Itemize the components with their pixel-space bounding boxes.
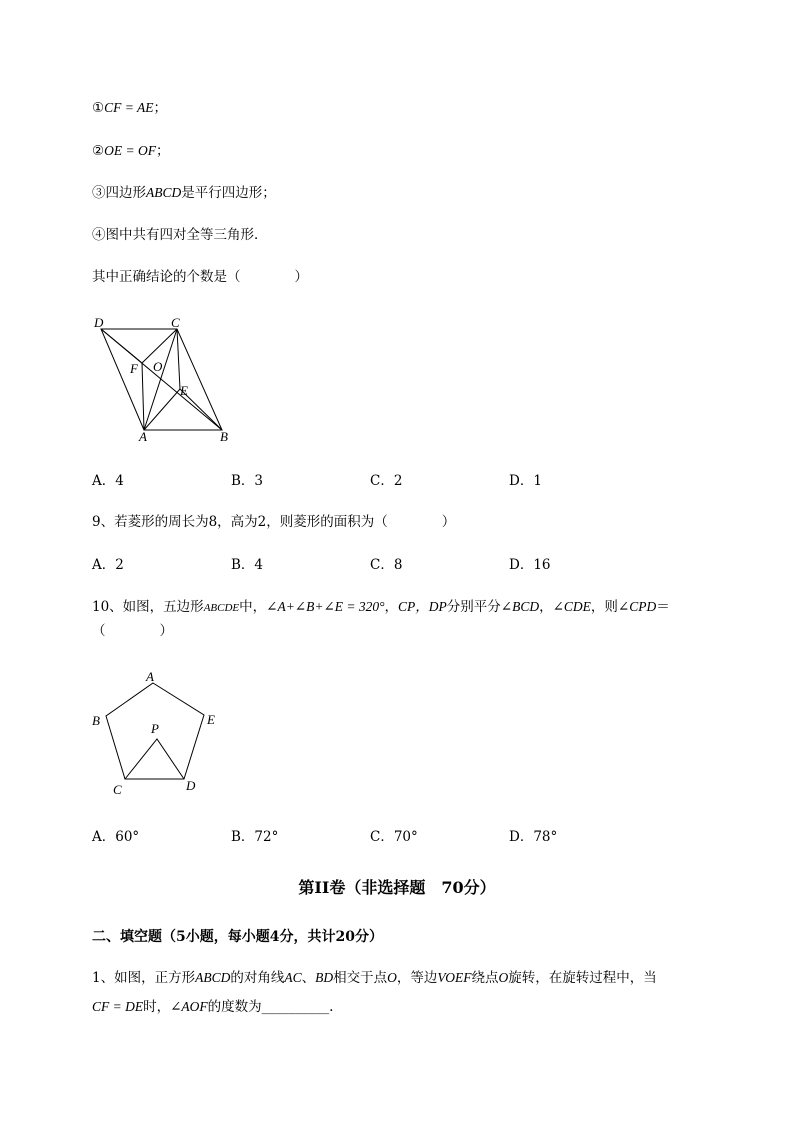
q8-option-d[interactable]: D．1 [509, 473, 542, 489]
fill-question-1-line1: 1、如图，正方形ABCD的对角线AC、BD相交于点O，等边VOEF绕点O旋转，在旋转过程中，当 [92, 970, 657, 986]
label-C: C [113, 782, 122, 797]
question-8-ask: 其中正确结论的个数是（ ） [92, 269, 308, 285]
label-D: D [94, 315, 104, 330]
statement-4: ④图中共有四对全等三角形． [92, 227, 268, 243]
segment-AF [142, 363, 144, 430]
fill-question-1-line2: CF = DE时，∠AOF的度数为__________. [92, 999, 334, 1015]
q10-option-b[interactable]: B．72° [231, 829, 279, 845]
label-B: B [92, 713, 100, 728]
statement-2: ②OE = OF； [92, 143, 170, 159]
label-D: D [186, 778, 196, 793]
question-9: 9、若菱形的周长为8，高为2，则菱形的面积为（ ） [92, 514, 456, 530]
q9-option-b[interactable]: B．4 [231, 557, 264, 573]
parallelogram-figure [85, 310, 250, 450]
q10-option-c[interactable]: C．70° [370, 829, 418, 845]
q8-option-b[interactable]: B．3 [231, 473, 264, 489]
label-F: F [130, 361, 138, 376]
question-10-line2: （ ） [92, 623, 173, 639]
label-O: O [153, 359, 163, 374]
triangle-CPD [125, 739, 184, 779]
section-heading-fill-in: 二、填空题（5小题，每小题4分，共计20分） [92, 929, 383, 945]
q9-option-c[interactable]: C．8 [370, 557, 403, 573]
pentagon-figure [85, 665, 230, 805]
segment-DF [101, 329, 142, 363]
statement-1: ①CF = AE； [92, 100, 167, 116]
label-P: P [151, 721, 159, 736]
label-A: A [146, 669, 154, 684]
q10-option-a[interactable]: A．60° [92, 829, 140, 845]
q9-option-a[interactable]: A．2 [92, 557, 124, 573]
label-E: E [207, 712, 215, 727]
segment-CE [177, 329, 180, 389]
q10-option-d[interactable]: D．78° [509, 829, 558, 845]
q9-option-d[interactable]: D．16 [509, 557, 551, 573]
diagonal-AC [144, 329, 177, 430]
question-10-line1: 10、如图，五边形ABCDE中，∠A+∠B+∠E = 320°，CP，DP分别平分∠BCD，∠CDE，则∠CPD＝ [92, 599, 670, 615]
q8-option-a[interactable]: A．4 [92, 473, 124, 489]
label-B: B [220, 429, 228, 444]
label-C: C [171, 315, 180, 330]
statement-3: ③四边形ABCD是平行四边形； [92, 185, 276, 201]
q8-option-c[interactable]: C．2 [370, 473, 403, 489]
label-E: E [180, 383, 188, 398]
part-2-heading: 第II卷（非选择题 70分） [298, 878, 496, 897]
label-A: A [139, 429, 147, 444]
segment-AE [144, 389, 180, 430]
